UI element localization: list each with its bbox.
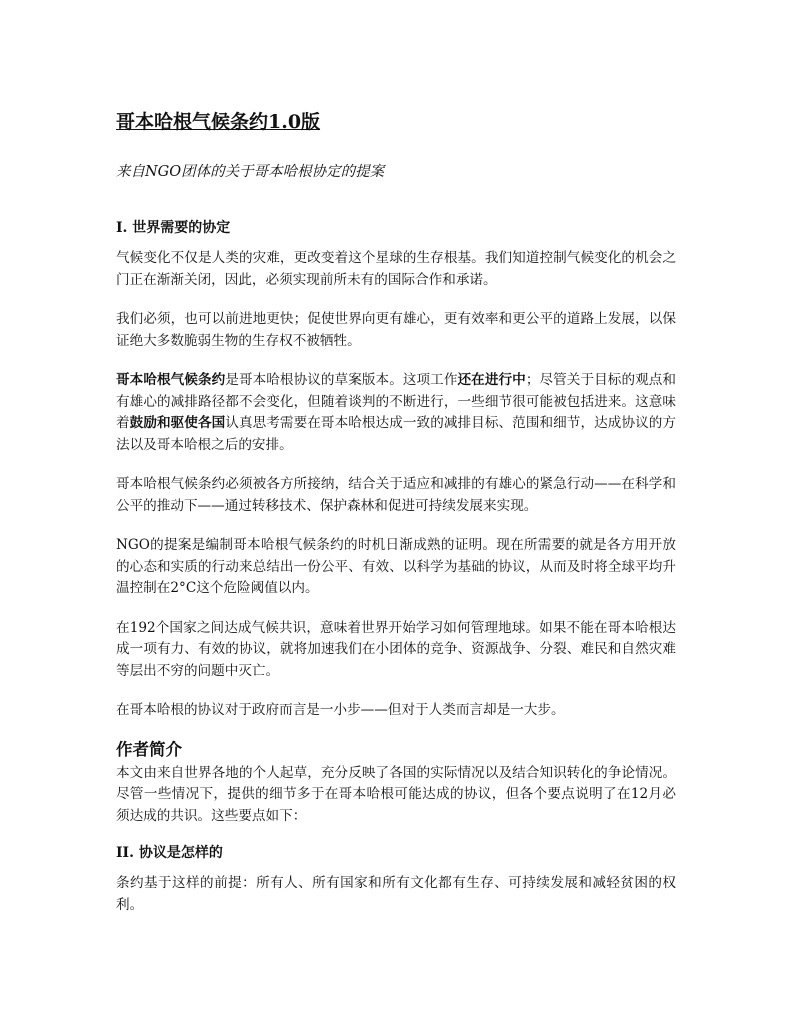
paragraph-3-text-1: 是哥本哈根协议的草案版本。这项工作 [225, 372, 458, 388]
section-1-paragraph-2: 我们必须，也可以前进地更快；促使世界向更有雄心，更有效率和更公平的道路上发展，以保证绝大多数脆弱生物的生存权不被牺牲。 [116, 311, 676, 349]
document-title: 哥本哈根气候条约1.0版 [116, 111, 321, 133]
section-1-paragraph-7: 在哥本哈根的协议对于政府而言是一小步——但对于人类而言却是一大步。 [116, 702, 565, 718]
section-2-heading: II. 协议是怎样的 [116, 845, 223, 861]
section-1-paragraph-6: 在192个国家之间达成气候共识，意味着世界开始学习如何管理地球。如果不能在哥本哈根达成一项有力、有效的协议，就将加速我们在小团体的竞争、资源战争、分裂、难民和自然灾难等层出不穷的问题中灭亡。 [116, 619, 676, 679]
encourage-nations-bold: 鼓励和驱使各国 [129, 415, 226, 431]
section-1-heading: I. 世界需要的协定 [116, 220, 231, 236]
section-1-paragraph-3 [116, 370, 676, 456]
section-1-paragraph-5: NGO的提案是编制哥本哈根气候条约的时机日渐成熟的证明。现在所需要的就是各方用开放的心态和实质的行动来总结出一份公平、有效、以科学为基础的协议，从而及时将全球平均升温控制在2°C这个危险阈值以内。 [116, 537, 676, 596]
author-paragraph: 本文由来自世界各地的个人起草，充分反映了各国的实际情况以及结合知识转化的争论情况。尽管一些情况下，提供的细节多于在哥本哈根可能达成的协议，但各个要点说明了在12月必须达成的共识。这些要点如下： [116, 764, 676, 824]
in-progress-bold: 还在进行中 [457, 372, 526, 388]
document-page [116, 108, 676, 934]
section-1-paragraph-1: 气候变化不仅是人类的灾难，更改变着这个星球的生存根基。我们知道控制气候变化的机会之门正在渐渐关闭，因此，必须实现前所未有的国际合作和承诺。 [116, 250, 676, 288]
section-1-paragraph-4: 哥本哈根气候条约必须被各方所接纳，结合关于适应和减排的有雄心的紧急行动——在科学和公平的推动下——通过转移技术、保护森林和促进可持续发展来实现。 [116, 476, 676, 514]
document-subtitle: 来自NGO团体的关于哥本哈根协定的提案 [116, 164, 385, 180]
paragraph-3-text-2: ；尽管关于目标的观点和有雄心的减排路径都不会变化，但随着谈判的不断进行，一些细节很可能被包括进来。这意味着 [116, 372, 677, 431]
paragraph-3-text-3: 认真思考需要在哥本哈根达成一致的减排目标、范围和细节，达成协议的方法以及哥本哈根之后的安排。 [116, 415, 677, 453]
author-heading: 作者简介 [116, 739, 182, 759]
treaty-name-bold: 哥本哈根气候条约 [116, 372, 226, 388]
section-2-paragraph-1: 条约基于这样的前提：所有人、所有国家和所有文化都有生存、可持续发展和减轻贫困的权利。 [116, 875, 676, 913]
